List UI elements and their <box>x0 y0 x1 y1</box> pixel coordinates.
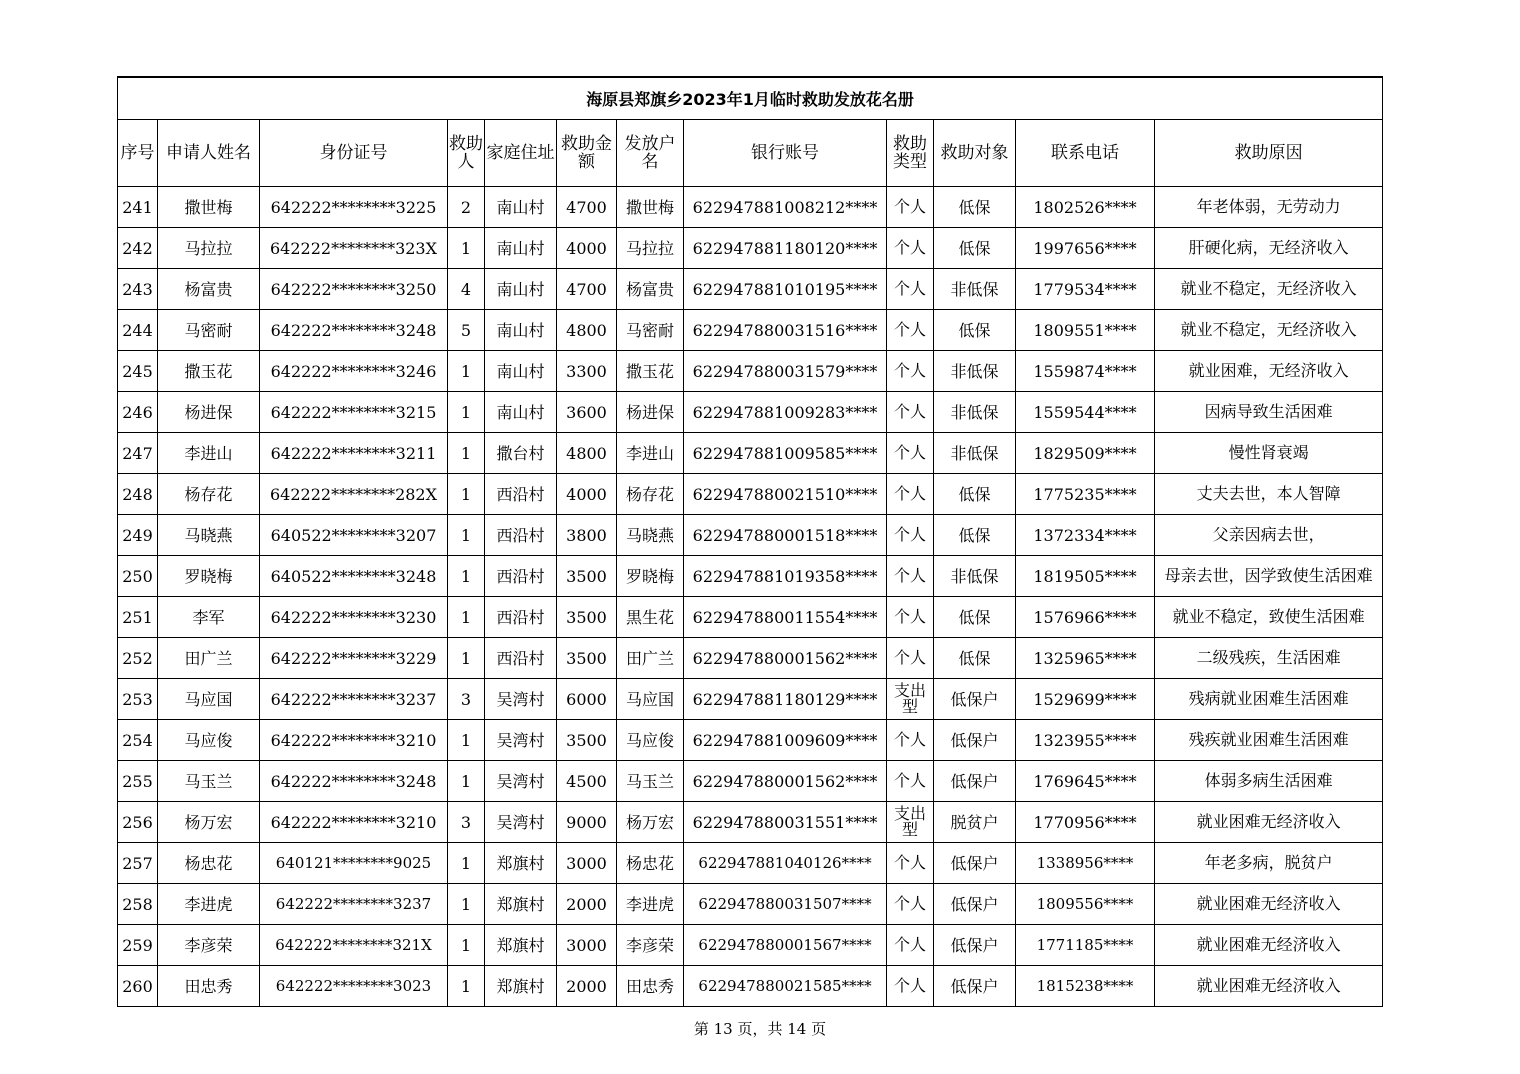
cell-bank-account: 622947881009283**** <box>684 392 887 433</box>
cell-aided-persons: 1 <box>448 433 485 474</box>
cell-aid-type: 个人 <box>887 392 934 433</box>
column-header-amount: 救助金额 <box>557 120 617 187</box>
cell-address: 南山村 <box>485 351 557 392</box>
cell-amount: 9000 <box>557 802 617 843</box>
cell-seq: 249 <box>118 515 158 556</box>
cell-amount: 4700 <box>557 187 617 228</box>
cell-phone: 1559544**** <box>1016 392 1155 433</box>
cell-payee-name: 杨万宏 <box>617 802 684 843</box>
table-row <box>118 802 1383 843</box>
cell-seq: 255 <box>118 761 158 802</box>
cell-id-number: 642222********282X <box>260 474 448 515</box>
cell-seq: 242 <box>118 228 158 269</box>
cell-bank-account: 622947881009609**** <box>684 720 887 761</box>
cell-aided-persons: 1 <box>448 720 485 761</box>
cell-id-number: 642222********3211 <box>260 433 448 474</box>
cell-aided-persons: 1 <box>448 392 485 433</box>
cell-aided-persons: 2 <box>448 187 485 228</box>
cell-id-number: 642222********3210 <box>260 802 448 843</box>
cell-id-number: 642222********3230 <box>260 597 448 638</box>
cell-amount: 3000 <box>557 925 617 966</box>
cell-aided-persons: 1 <box>448 597 485 638</box>
cell-aid-reason: 年老多病，脱贫户 <box>1155 843 1383 884</box>
cell-applicant-name: 杨万宏 <box>158 802 260 843</box>
cell-address: 南山村 <box>485 310 557 351</box>
cell-aid-reason: 二级残疾，生活困难 <box>1155 638 1383 679</box>
cell-aid-target: 非低保 <box>934 351 1016 392</box>
cell-applicant-name: 罗晓梅 <box>158 556 260 597</box>
cell-aid-reason: 年老体弱，无劳动力 <box>1155 187 1383 228</box>
cell-applicant-name: 李军 <box>158 597 260 638</box>
cell-address: 西沿村 <box>485 556 557 597</box>
cell-payee-name: 杨进保 <box>617 392 684 433</box>
page-footer: 第 13 页，共 14 页 <box>693 1020 827 1038</box>
cell-applicant-name: 杨存花 <box>158 474 260 515</box>
cell-aid-target: 非低保 <box>934 392 1016 433</box>
cell-aid-reason: 母亲去世，因学致使生活困难 <box>1155 556 1383 597</box>
cell-aid-type: 个人 <box>887 966 934 1007</box>
cell-aid-reason: 就业困难无经济收入 <box>1155 884 1383 925</box>
cell-id-number: 642222********323X <box>260 228 448 269</box>
column-header-seq: 序号 <box>118 120 158 187</box>
table-row <box>118 556 1383 597</box>
cell-address: 西沿村 <box>485 638 557 679</box>
cell-aid-target: 低保 <box>934 638 1016 679</box>
cell-aid-reason: 父亲因病去世， <box>1155 515 1383 556</box>
cell-aid-type: 个人 <box>887 187 934 228</box>
cell-payee-name: 撒玉花 <box>617 351 684 392</box>
cell-aid-target: 低保户 <box>934 761 1016 802</box>
cell-applicant-name: 李进虎 <box>158 884 260 925</box>
cell-aid-type: 个人 <box>887 310 934 351</box>
table-row <box>118 269 1383 310</box>
cell-bank-account: 622947880001518**** <box>684 515 887 556</box>
table-row <box>118 597 1383 638</box>
cell-amount: 4000 <box>557 228 617 269</box>
cell-address: 西沿村 <box>485 515 557 556</box>
cell-aid-type: 个人 <box>887 720 934 761</box>
cell-payee-name: 罗晓梅 <box>617 556 684 597</box>
cell-phone: 1325965**** <box>1016 638 1155 679</box>
roster-title: 海原县郑旗乡2023年1月临时救助发放花名册 <box>118 77 1383 120</box>
table-row <box>118 925 1383 966</box>
cell-aid-target: 低保户 <box>934 925 1016 966</box>
table-row <box>118 761 1383 802</box>
cell-id-number: 642222********3250 <box>260 269 448 310</box>
table-row <box>118 720 1383 761</box>
cell-address: 郑旗村 <box>485 884 557 925</box>
cell-address: 吴湾村 <box>485 802 557 843</box>
cell-address: 西沿村 <box>485 474 557 515</box>
cell-seq: 254 <box>118 720 158 761</box>
cell-seq: 257 <box>118 843 158 884</box>
cell-applicant-name: 撒世梅 <box>158 187 260 228</box>
cell-phone: 1529699**** <box>1016 679 1155 720</box>
cell-aid-type: 个人 <box>887 638 934 679</box>
cell-id-number: 642222********3229 <box>260 638 448 679</box>
cell-aid-reason: 慢性肾衰竭 <box>1155 433 1383 474</box>
cell-applicant-name: 田广兰 <box>158 638 260 679</box>
cell-aid-target: 低保户 <box>934 884 1016 925</box>
column-header-aided-persons: 救助人 <box>448 120 485 187</box>
cell-payee-name: 撒世梅 <box>617 187 684 228</box>
cell-payee-name: 田忠秀 <box>617 966 684 1007</box>
cell-amount: 4700 <box>557 269 617 310</box>
cell-bank-account: 622947880001562**** <box>684 638 887 679</box>
cell-phone: 1815238**** <box>1016 966 1155 1007</box>
cell-amount: 4500 <box>557 761 617 802</box>
cell-aid-type: 个人 <box>887 433 934 474</box>
cell-aid-target: 脱贫户 <box>934 802 1016 843</box>
cell-bank-account: 622947881180129**** <box>684 679 887 720</box>
cell-aided-persons: 1 <box>448 515 485 556</box>
cell-payee-name: 杨忠花 <box>617 843 684 884</box>
cell-address: 郑旗村 <box>485 966 557 1007</box>
cell-aid-target: 非低保 <box>934 433 1016 474</box>
cell-aid-target: 非低保 <box>934 556 1016 597</box>
cell-aid-reason: 就业不稳定，无经济收入 <box>1155 269 1383 310</box>
cell-payee-name: 李彦荣 <box>617 925 684 966</box>
cell-id-number: 642222********3215 <box>260 392 448 433</box>
cell-aid-reason: 就业不稳定，致使生活困难 <box>1155 597 1383 638</box>
cell-amount: 4800 <box>557 433 617 474</box>
cell-phone: 1372334**** <box>1016 515 1155 556</box>
cell-aid-target: 低保 <box>934 515 1016 556</box>
cell-address: 郑旗村 <box>485 925 557 966</box>
cell-aid-target: 低保 <box>934 310 1016 351</box>
cell-aid-reason: 就业不稳定，无经济收入 <box>1155 310 1383 351</box>
cell-aid-reason: 因病导致生活困难 <box>1155 392 1383 433</box>
cell-address: 南山村 <box>485 187 557 228</box>
cell-seq: 245 <box>118 351 158 392</box>
column-header-applicant-name: 申请人姓名 <box>158 120 260 187</box>
cell-aided-persons: 1 <box>448 761 485 802</box>
cell-applicant-name: 田忠秀 <box>158 966 260 1007</box>
cell-id-number: 642222********3237 <box>260 679 448 720</box>
cell-id-number: 642222********3248 <box>260 761 448 802</box>
cell-id-number: 642222********3210 <box>260 720 448 761</box>
cell-aid-type: 个人 <box>887 269 934 310</box>
cell-aid-reason: 肝硬化病，无经济收入 <box>1155 228 1383 269</box>
cell-aid-target: 低保 <box>934 597 1016 638</box>
cell-amount: 3500 <box>557 720 617 761</box>
cell-amount: 3600 <box>557 392 617 433</box>
cell-aided-persons: 1 <box>448 925 485 966</box>
column-header-id-number: 身份证号 <box>260 120 448 187</box>
cell-applicant-name: 李彦荣 <box>158 925 260 966</box>
cell-seq: 241 <box>118 187 158 228</box>
cell-aid-reason: 体弱多病生活困难 <box>1155 761 1383 802</box>
cell-bank-account: 622947880031579**** <box>684 351 887 392</box>
column-header-aid-type: 救助类型 <box>887 120 934 187</box>
cell-payee-name: 马玉兰 <box>617 761 684 802</box>
cell-amount: 2000 <box>557 966 617 1007</box>
cell-bank-account: 622947881040126**** <box>684 843 887 884</box>
cell-aid-type: 个人 <box>887 761 934 802</box>
cell-amount: 4000 <box>557 474 617 515</box>
cell-aided-persons: 5 <box>448 310 485 351</box>
cell-aid-reason: 就业困难无经济收入 <box>1155 925 1383 966</box>
cell-payee-name: 田广兰 <box>617 638 684 679</box>
cell-seq: 246 <box>118 392 158 433</box>
cell-aided-persons: 1 <box>448 843 485 884</box>
column-header-bank-account: 银行账号 <box>684 120 887 187</box>
cell-aid-reason: 就业困难无经济收入 <box>1155 802 1383 843</box>
column-header-aid-reason: 救助原因 <box>1155 120 1383 187</box>
cell-seq: 243 <box>118 269 158 310</box>
cell-applicant-name: 杨富贵 <box>158 269 260 310</box>
cell-address: 吴湾村 <box>485 679 557 720</box>
cell-amount: 3500 <box>557 597 617 638</box>
column-header-phone: 联系电话 <box>1016 120 1155 187</box>
cell-phone: 1997656**** <box>1016 228 1155 269</box>
cell-aided-persons: 4 <box>448 269 485 310</box>
cell-amount: 4800 <box>557 310 617 351</box>
cell-phone: 1779534**** <box>1016 269 1155 310</box>
cell-seq: 252 <box>118 638 158 679</box>
cell-applicant-name: 撒玉花 <box>158 351 260 392</box>
cell-phone: 1771185**** <box>1016 925 1155 966</box>
cell-aid-reason: 残疾就业困难生活困难 <box>1155 720 1383 761</box>
cell-phone: 1819505**** <box>1016 556 1155 597</box>
cell-seq: 248 <box>118 474 158 515</box>
cell-aided-persons: 1 <box>448 228 485 269</box>
cell-aid-type: 个人 <box>887 925 934 966</box>
table-row <box>118 679 1383 720</box>
cell-bank-account: 622947880021585**** <box>684 966 887 1007</box>
cell-aid-target: 低保户 <box>934 679 1016 720</box>
cell-applicant-name: 杨进保 <box>158 392 260 433</box>
cell-seq: 251 <box>118 597 158 638</box>
cell-amount: 3500 <box>557 556 617 597</box>
header-row <box>118 120 1383 187</box>
cell-bank-account: 622947881019358**** <box>684 556 887 597</box>
cell-bank-account: 622947880031507**** <box>684 884 887 925</box>
table-row <box>118 474 1383 515</box>
cell-phone: 1576966**** <box>1016 597 1155 638</box>
cell-amount: 3000 <box>557 843 617 884</box>
cell-aid-target: 低保户 <box>934 720 1016 761</box>
cell-phone: 1338956**** <box>1016 843 1155 884</box>
cell-applicant-name: 马玉兰 <box>158 761 260 802</box>
cell-aided-persons: 1 <box>448 556 485 597</box>
cell-aid-target: 低保户 <box>934 966 1016 1007</box>
cell-aid-type: 个人 <box>887 556 934 597</box>
cell-address: 西沿村 <box>485 597 557 638</box>
cell-aid-target: 低保 <box>934 187 1016 228</box>
cell-aid-type: 个人 <box>887 515 934 556</box>
cell-amount: 2000 <box>557 884 617 925</box>
cell-aid-type: 支出型 <box>887 802 934 843</box>
table-row <box>118 310 1383 351</box>
cell-phone: 1809551**** <box>1016 310 1155 351</box>
cell-bank-account: 622947880021510**** <box>684 474 887 515</box>
cell-aided-persons: 1 <box>448 474 485 515</box>
table-row <box>118 228 1383 269</box>
cell-seq: 247 <box>118 433 158 474</box>
cell-aided-persons: 1 <box>448 884 485 925</box>
cell-applicant-name: 马晓燕 <box>158 515 260 556</box>
cell-amount: 3800 <box>557 515 617 556</box>
column-header-address: 家庭住址 <box>485 120 557 187</box>
cell-aid-type: 个人 <box>887 228 934 269</box>
cell-phone: 1323955**** <box>1016 720 1155 761</box>
cell-bank-account: 622947880001567**** <box>684 925 887 966</box>
cell-applicant-name: 杨忠花 <box>158 843 260 884</box>
cell-phone: 1770956**** <box>1016 802 1155 843</box>
cell-aid-type: 个人 <box>887 843 934 884</box>
cell-aid-type: 个人 <box>887 351 934 392</box>
relief-roster-table <box>117 76 1383 1007</box>
cell-aided-persons: 3 <box>448 802 485 843</box>
cell-payee-name: 马拉拉 <box>617 228 684 269</box>
cell-aid-target: 低保户 <box>934 843 1016 884</box>
cell-seq: 258 <box>118 884 158 925</box>
cell-applicant-name: 马密耐 <box>158 310 260 351</box>
cell-address: 郑旗村 <box>485 843 557 884</box>
cell-id-number: 642222********321X <box>260 925 448 966</box>
cell-bank-account: 622947880031551**** <box>684 802 887 843</box>
cell-aid-reason: 丈夫去世，本人智障 <box>1155 474 1383 515</box>
cell-phone: 1559874**** <box>1016 351 1155 392</box>
cell-phone: 1775235**** <box>1016 474 1155 515</box>
cell-phone: 1829509**** <box>1016 433 1155 474</box>
cell-payee-name: 马密耐 <box>617 310 684 351</box>
cell-applicant-name: 马应俊 <box>158 720 260 761</box>
cell-address: 吴湾村 <box>485 761 557 802</box>
cell-aided-persons: 1 <box>448 966 485 1007</box>
cell-phone: 1802526**** <box>1016 187 1155 228</box>
cell-bank-account: 622947881010195**** <box>684 269 887 310</box>
cell-aid-type: 个人 <box>887 597 934 638</box>
cell-aided-persons: 1 <box>448 351 485 392</box>
cell-phone: 1769645**** <box>1016 761 1155 802</box>
cell-amount: 6000 <box>557 679 617 720</box>
cell-id-number: 640522********3207 <box>260 515 448 556</box>
table-row <box>118 433 1383 474</box>
cell-aid-type: 支出型 <box>887 679 934 720</box>
cell-address: 撒台村 <box>485 433 557 474</box>
cell-payee-name: 马应国 <box>617 679 684 720</box>
cell-applicant-name: 马拉拉 <box>158 228 260 269</box>
cell-id-number: 642222********3225 <box>260 187 448 228</box>
table-row <box>118 187 1383 228</box>
cell-payee-name: 杨存花 <box>617 474 684 515</box>
cell-seq: 250 <box>118 556 158 597</box>
cell-aided-persons: 1 <box>448 638 485 679</box>
cell-id-number: 640522********3248 <box>260 556 448 597</box>
table-row <box>118 638 1383 679</box>
cell-bank-account: 622947880001562**** <box>684 761 887 802</box>
cell-bank-account: 622947881008212**** <box>684 187 887 228</box>
cell-aid-reason: 就业困难无经济收入 <box>1155 966 1383 1007</box>
cell-phone: 1809556**** <box>1016 884 1155 925</box>
cell-payee-name: 马应俊 <box>617 720 684 761</box>
cell-payee-name: 马晓燕 <box>617 515 684 556</box>
cell-applicant-name: 马应国 <box>158 679 260 720</box>
cell-amount: 3500 <box>557 638 617 679</box>
cell-seq: 253 <box>118 679 158 720</box>
table-row <box>118 515 1383 556</box>
cell-address: 吴湾村 <box>485 720 557 761</box>
table-row <box>118 392 1383 433</box>
cell-bank-account: 622947880011554**** <box>684 597 887 638</box>
cell-address: 南山村 <box>485 228 557 269</box>
cell-aid-reason: 就业困难，无经济收入 <box>1155 351 1383 392</box>
column-header-aid-target: 救助对象 <box>934 120 1016 187</box>
cell-id-number: 642222********3246 <box>260 351 448 392</box>
cell-payee-name: 李进虎 <box>617 884 684 925</box>
cell-seq: 256 <box>118 802 158 843</box>
cell-seq: 259 <box>118 925 158 966</box>
cell-payee-name: 黒生花 <box>617 597 684 638</box>
table-row <box>118 843 1383 884</box>
cell-aid-reason: 残病就业困难生活困难 <box>1155 679 1383 720</box>
cell-id-number: 640121********9025 <box>260 843 448 884</box>
cell-id-number: 642222********3023 <box>260 966 448 1007</box>
table-body <box>118 187 1383 1007</box>
column-header-payee-name: 发放户名 <box>617 120 684 187</box>
cell-id-number: 642222********3248 <box>260 310 448 351</box>
cell-address: 南山村 <box>485 269 557 310</box>
cell-aid-type: 个人 <box>887 474 934 515</box>
cell-payee-name: 杨富贵 <box>617 269 684 310</box>
cell-aid-type: 个人 <box>887 884 934 925</box>
cell-payee-name: 李进山 <box>617 433 684 474</box>
cell-aid-target: 低保 <box>934 228 1016 269</box>
table-row <box>118 351 1383 392</box>
cell-aid-target: 低保 <box>934 474 1016 515</box>
cell-aid-target: 非低保 <box>934 269 1016 310</box>
cell-applicant-name: 李进山 <box>158 433 260 474</box>
cell-address: 南山村 <box>485 392 557 433</box>
cell-id-number: 642222********3237 <box>260 884 448 925</box>
cell-bank-account: 622947881009585**** <box>684 433 887 474</box>
cell-seq: 244 <box>118 310 158 351</box>
cell-aided-persons: 3 <box>448 679 485 720</box>
cell-amount: 3300 <box>557 351 617 392</box>
cell-bank-account: 622947880031516**** <box>684 310 887 351</box>
table-row <box>118 884 1383 925</box>
table-row <box>118 966 1383 1007</box>
cell-seq: 260 <box>118 966 158 1007</box>
cell-bank-account: 622947881180120**** <box>684 228 887 269</box>
